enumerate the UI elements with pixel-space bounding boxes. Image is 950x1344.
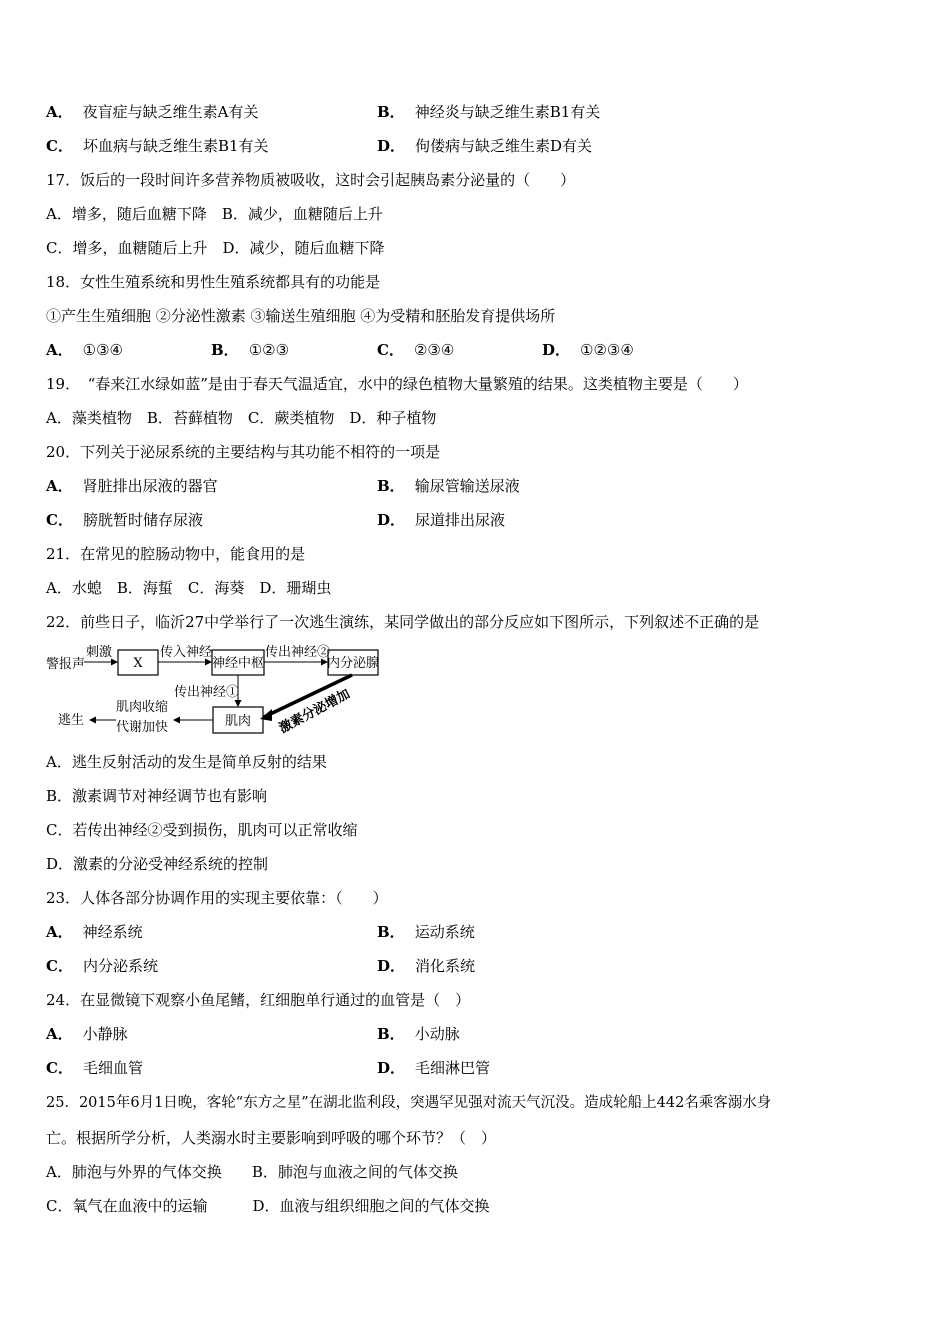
alarm-label: 警报声 [46,657,86,672]
contraction-label-1: 肌肉收缩 [116,700,169,715]
muscle-label: 肌肉 [224,714,252,729]
option-label: C． [46,1059,73,1077]
q21-stem: 21．在常见的腔肠动物中，能食用的是 [46,545,306,563]
q24-stem: 24．在显微镜下观察小鱼尾鳍，红细胞单行通过的血管是（ ） [46,991,471,1009]
q17-options-row-1[interactable]: A．增多，随后血糖下降 B．减少，血糖随后上升 [46,205,383,223]
option-text: ①③④ [82,341,123,359]
option-text: 毛细血管 [82,1059,143,1077]
option-label: B． [377,477,405,495]
stimulus-label: 刺激 [86,645,113,660]
option-text: 输尿管输送尿液 [414,477,520,495]
q23-option-c[interactable] [46,956,158,976]
option-label: D． [377,511,406,529]
option-text: ①②③④ [580,341,634,359]
option-label: B． [377,103,405,121]
q25-options-row-1[interactable]: A．肺泡与外界的气体交换 B．肺泡与血液之间的气体交换 [46,1163,458,1181]
option-text: 消化系统 [415,957,476,975]
q20-option-c[interactable] [46,510,203,530]
q25-options-row-2[interactable]: C．氧气在血液中的运输 D．血液与组织细胞之间的气体交换 [46,1197,490,1215]
q22-option-d[interactable]: D．激素的分泌受神经系统的控制 [46,855,269,873]
q21-options-row[interactable]: A．水螅 B．海蜇 C．海葵 D．珊瑚虫 [46,579,332,597]
escape-label: 逃生 [58,713,85,728]
q16-option-c[interactable] [46,136,269,156]
q25-stem-line-2: 亡。根据所学分析，人类溺水时主要影响到呼吸的哪个环节？（ ） [46,1129,497,1147]
q24-option-b[interactable] [377,1024,460,1044]
q24-option-d[interactable] [377,1058,490,1078]
q18-stem: 18．女性生殖系统和男性生殖系统都具有的功能是 [46,273,381,291]
option-label: B． [377,1025,405,1043]
q22-option-a[interactable]: A．逃生反射活动的发生是简单反射的结果 [46,753,327,771]
q16-option-d[interactable] [377,136,592,156]
option-label: D． [377,957,406,975]
center-label: 神经中枢 [211,656,265,671]
option-label: C． [46,137,73,155]
option-text: 运动系统 [414,923,475,941]
hormone-label: 激素分泌增加 [276,686,353,737]
option-text: 小动脉 [414,1025,460,1043]
option-text: ②③④ [413,341,455,359]
q20-option-d[interactable] [377,510,505,530]
option-label: A． [46,1025,73,1043]
option-text: 神经炎与缺乏维生素B1有关 [414,103,601,121]
option-label: C． [46,957,73,975]
q17-options-row-2[interactable]: C．增多，血糖随后上升 D．减少，随后血糖下降 [46,239,385,257]
option-label: A． [46,477,73,495]
option-label: C． [377,341,404,359]
option-text: 小静脉 [82,1025,128,1043]
q16-option-b[interactable] [377,102,600,122]
option-text: ①②③ [248,341,290,359]
q18-option-c[interactable] [377,340,454,360]
option-text: 肾脏排出尿液的器官 [82,477,218,495]
q23-option-d[interactable] [377,956,475,976]
option-text: 神经系统 [82,923,143,941]
q22-option-c[interactable]: C．若传出神经②受到损伤，肌肉可以正常收缩 [46,821,358,839]
q24-option-c[interactable] [46,1058,143,1078]
q16-option-a[interactable] [46,102,258,122]
q22-option-b[interactable]: B．激素调节对神经调节也有影响 [46,787,268,805]
q24-option-a[interactable] [46,1024,128,1044]
x-label: X [133,656,143,671]
q23-option-b[interactable] [377,922,475,942]
q22-stem: 22．前些日子，临沂27中学举行了一次逃生演练，某同学做出的部分反应如下图所示，下列叙述不正确的是 [46,613,760,631]
option-text: 尿道排出尿液 [415,511,506,529]
q20-option-a[interactable] [46,476,218,496]
endocrine-label: 内分泌腺 [326,656,380,671]
efferent1-label: 传出神经① [174,685,240,700]
option-text: 坏血病与缺乏维生素B1有关 [82,137,269,155]
q23-stem: 23．人体各部分协调作用的实现主要依靠：（ ） [46,889,388,907]
q20-stem: 20．下列关于泌尿系统的主要结构与其功能不相符的一项是 [46,443,441,461]
option-text: 毛细淋巴管 [415,1059,491,1077]
option-text: 膀胱暂时储存尿液 [82,511,203,529]
option-label: B． [211,341,239,359]
q23-option-a[interactable] [46,922,143,942]
option-label: C． [46,511,73,529]
contraction-label-2: 代谢加快 [116,720,169,735]
q18-items: ①产生生殖细胞 ②分泌性激素 ③输送生殖细胞 ④为受精和胚胎发育提供场所 [46,307,556,325]
q18-option-a[interactable] [46,340,123,360]
option-label: A． [46,341,73,359]
option-text: 佝偻病与缺乏维生素D有关 [415,137,593,155]
option-text: 内分泌系统 [82,957,158,975]
option-label: D． [377,137,406,155]
q20-option-b[interactable] [377,476,520,496]
option-text: 夜盲症与缺乏维生素A有关 [82,103,259,121]
q25-stem-line-1: 25．2015年6月1日晚，客轮“东方之星”在湖北监利段，突遇罕见强对流天气沉没。造成轮船上442名乘客溺水身 [46,1095,772,1111]
option-label: B． [377,923,405,941]
q19-stem: 19． “春来江水绿如蓝”是由于春天气温适宜，水中的绿色植物大量繁殖的结果。这类植物主要是（ ） [46,375,748,393]
option-label: A． [46,923,73,941]
q18-option-d[interactable] [542,340,634,360]
option-label: D． [542,341,571,359]
q17-stem: 17．饭后的一段时间许多营养物质被吸收，这时会引起胰岛素分泌量的（ ） [46,171,576,189]
q19-options-row[interactable]: A．藻类植物 B．苔藓植物 C．蕨类植物 D．种子植物 [46,409,437,427]
option-label: D． [377,1059,406,1077]
reflex-diagram [46,641,382,741]
efferent2-label: 传出神经② [265,645,331,660]
hormone-arrow-head [260,709,272,721]
option-label: A． [46,103,73,121]
q18-option-b[interactable] [211,340,289,360]
afferent-label: 传入神经 [160,645,213,660]
